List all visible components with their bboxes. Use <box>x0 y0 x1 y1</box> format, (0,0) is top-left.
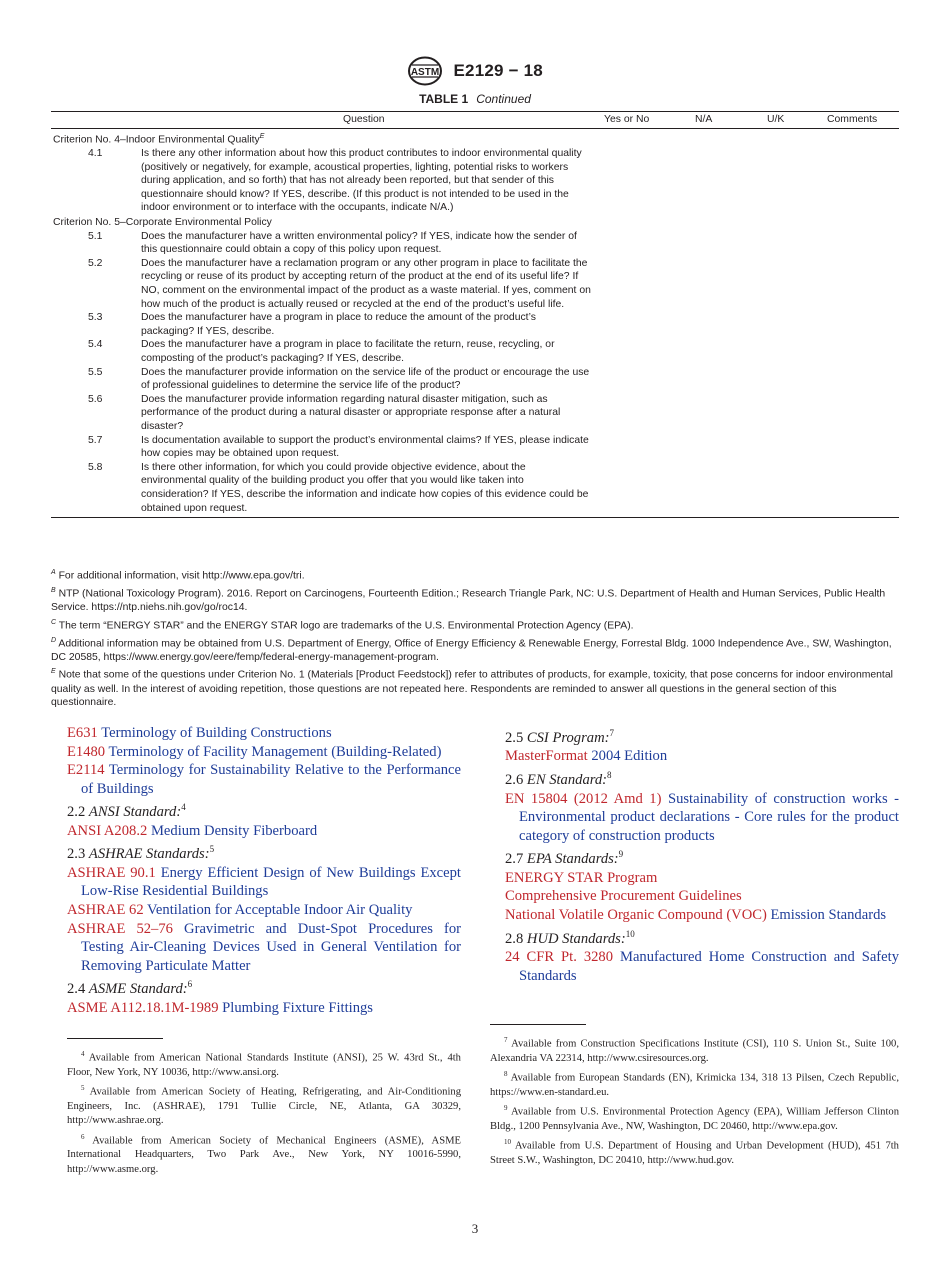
question-row <box>51 311 899 338</box>
ref-title[interactable]: Manufactured Home Construction and Safety Standards <box>519 948 899 984</box>
table-footnote <box>51 616 899 633</box>
section-name: HUD Standards: <box>526 930 626 947</box>
question-number: 4.1 <box>88 148 103 160</box>
question-text: Is documentation available to support the product’s environmental claims? If YES, please indicate how copies may be obtained upon request. <box>141 434 589 460</box>
footnote-ref: 5 <box>209 844 215 855</box>
section-name: EN Standard: <box>526 771 608 788</box>
question-number: 5.5 <box>88 366 103 378</box>
question-row <box>51 257 899 311</box>
footnote-text: Available from U.S. Department of Housing and Urban Development (HUD), 451 7th Street S.W., Washington, DC 20410, http://www.hud.gov. <box>490 1140 899 1167</box>
ref-title[interactable]: Sustainability of construction works - Environmental product declarations - Core rules for the product category of construction products <box>519 790 899 844</box>
footnote-text: Additional information may be obtained from U.S. Department of Energy, Office of Energy Efficiency & Renewable Energy, Forrestal Bldg. 1000 Independence Ave., SW, Washington, DC 20585, https://www.energy.gov/eere/femp/federal-energy-management-program. <box>51 638 892 663</box>
ref-title[interactable]: Emission Standards <box>770 906 887 923</box>
reference-entry <box>67 901 461 920</box>
section-heading <box>505 766 899 789</box>
document-id: E2129 − 18 <box>453 61 543 80</box>
question-text: Is there any other information about how this product contributes to indoor environmental quality (positively or negatively, for example, acoustical properties, lighting, potential risks to workers during application, and so forth) that has not already been reported, but that sender of this questionnaire should know? If YES, describe. (If this product is not intended to be used in the indoor environment or to interface with the occupants, indicate N/A.) <box>141 148 582 214</box>
footnote-divider-right <box>490 1024 586 1025</box>
section-number: 2.4 <box>67 981 86 998</box>
questionnaire-table <box>51 111 899 518</box>
section-number: 2.3 <box>67 846 86 863</box>
question-text: Does the manufacturer have a written environmental policy? If YES, indicate how the sender of this questionnaire could obtain a copy of this policy upon request. <box>141 230 577 256</box>
footnote <box>490 1033 899 1066</box>
col-header-na: N/A <box>695 114 713 125</box>
criterion-4-label: Criterion No. 4–Indoor Environmental Quality <box>53 134 260 146</box>
footnote-ref: 6 <box>187 979 193 990</box>
ref-code[interactable]: 24 CFR Pt. 3280 <box>505 948 614 965</box>
question-row <box>51 338 899 365</box>
reference-entry <box>505 906 899 925</box>
table-label: TABLE 1 <box>419 92 469 106</box>
footnote-mark: 9 <box>504 1104 508 1113</box>
footnote-ref: 8 <box>607 770 612 781</box>
question-row <box>51 393 899 434</box>
question-row <box>51 434 899 461</box>
footnote-text: Available from Construction Specifications Institute (CSI), 110 S. Union St., Suite 100, Alexandria VA 22314, http://www.csiresources.org. <box>490 1038 899 1064</box>
reference-entry <box>505 887 899 906</box>
reference-entry <box>67 864 461 901</box>
footnote-text: Available from European Standards (EN), Krimicka 134, 318 13 Pilsen, Czech Republic, https://www.en-standard.eu. <box>490 1072 899 1098</box>
ref-code[interactable]: EN 15804 (2012 Amd 1) <box>505 790 662 807</box>
footnote <box>67 1130 461 1177</box>
footnote-ref: 9 <box>618 849 624 860</box>
footnote <box>490 1101 899 1134</box>
section-name: ASME Standard: <box>88 981 188 998</box>
question-number: 5.2 <box>88 257 103 269</box>
question-row <box>51 147 899 215</box>
left-column <box>67 724 461 1017</box>
question-text: Does the manufacturer provide information on the service life of the product or encourage the use of professional guidelines to determine the service life of the product? <box>141 366 590 392</box>
footnote-ref: 4 <box>181 802 186 813</box>
reference-entry <box>67 920 461 976</box>
ref-code[interactable]: National Volatile Organic Compound (VOC) <box>505 906 767 923</box>
criterion-4-heading <box>51 130 899 147</box>
question-row <box>51 230 899 257</box>
question-number: 5.4 <box>88 339 103 351</box>
reference-entry <box>505 747 899 766</box>
reference-entry <box>505 790 899 846</box>
reference-entry <box>67 743 461 762</box>
question-number: 5.3 <box>88 312 103 324</box>
ref-title[interactable]: Medium Density Fiberboard <box>150 822 318 839</box>
svg-text:ASTM: ASTM <box>410 67 440 78</box>
question-number: 5.8 <box>88 461 103 473</box>
question-text: Is there other information, for which you could provide objective evidence, about the environmental quality of the building product you offer that you would like taken into consideration? If YES, describe the information and indicate how copies of this evidence could be obtained upon request. <box>141 461 589 514</box>
astm-logo-icon <box>407 56 443 86</box>
question-number: 5.7 <box>88 434 103 446</box>
footnote-mark: 6 <box>81 1132 85 1141</box>
footnote-text: For additional information, visit http://www.epa.gov/tri. <box>58 570 305 582</box>
footnote-ref: 10 <box>625 928 635 939</box>
ref-code[interactable]: ASHRAE 90.1 <box>67 864 156 881</box>
question-text: Does the manufacturer have a program in place to facilitate the return, reuse, recycling, or composting of the product’s packaging? If YES, describe. <box>141 339 555 364</box>
footnote-mark: 5 <box>81 1084 85 1093</box>
section-number: 2.2 <box>67 804 86 821</box>
footnote-mark: 4 <box>81 1050 85 1058</box>
footnote-text: Available from American Society of Heating, Refrigerating, and Air-Conditioning Engineers, Inc. (ASHRAE), 1791 Tullie Circle, NE, Atlanta, GA 30329, http://www.ashrae.org. <box>67 1086 461 1127</box>
ref-code[interactable]: E1480 <box>67 743 106 760</box>
section-heading <box>67 840 461 863</box>
reference-entry <box>505 869 899 888</box>
table-bottom-rule <box>51 517 899 518</box>
footnote-ref: 7 <box>609 728 614 738</box>
ref-code[interactable]: E631 <box>67 725 98 741</box>
table-continued: Continued <box>476 92 531 106</box>
footnotes-right <box>490 1033 899 1170</box>
col-header-yes-no: Yes or No <box>604 114 650 125</box>
footnote-mark: B <box>51 587 56 595</box>
section-name: EPA Standards: <box>526 851 619 868</box>
footnote-divider-left <box>67 1038 163 1039</box>
ref-title[interactable]: 2004 Edition <box>591 748 668 765</box>
table-footnote <box>51 566 899 583</box>
table-footnote <box>51 584 899 615</box>
reference-entry <box>67 761 461 798</box>
footnote-text: Available from American Society of Mechanical Engineers (ASME), ASME International Headquarters, Two Park Ave., New York, NY 10016-5990, http://www.asme.org. <box>67 1135 461 1175</box>
ref-title[interactable]: Terminology for Sustainability Relative to the Performance of Buildings <box>81 762 461 797</box>
col-header-uk: U/K <box>767 114 785 125</box>
page-header <box>0 56 950 86</box>
table-caption <box>0 92 950 106</box>
page-number: 3 <box>471 1221 479 1236</box>
footnote <box>490 1135 899 1168</box>
ref-code[interactable]: Comprehensive Procurement Guidelines <box>505 888 742 905</box>
section-heading <box>67 798 461 821</box>
ref-title[interactable]: Gravimetric and Dust-Spot Procedures for Testing Air-Cleaning Devices Used in General Ventilation for Removing Particulate Matter <box>81 920 462 974</box>
ref-title[interactable]: Terminology of Building Constructions <box>101 725 332 741</box>
footnote-text: Note that some of the questions under Criterion No. 1 (Materials [Product Feedstock]) refer to attributes of products, for example, toxicity, that pose concerns for indoor environmental quality as well. In the interest of avoiding repetition, those questions are not repeated here. Respondents are reminded to answer all questions in the general section of this questionnaire. <box>51 669 893 709</box>
question-text: Does the manufacturer have a program in place to reduce the amount of the product’s packaging? If YES, describe. <box>141 312 536 337</box>
footnote-mark: 10 <box>504 1138 511 1147</box>
question-text: Does the manufacturer have a reclamation program or any other program in place to facilitate the recycling or reuse of its product by accepting return of the product at the end of its useful life? If NO, comment on the environmental impact of the product as a waste material. If yes, comment on how much of the product is actually reused or recycled at the end of the product’s useful life. <box>141 257 591 310</box>
col-header-question: Question <box>343 114 385 125</box>
ref-title[interactable]: Energy Efficient Design of New Buildings Except Low-Rise Residential Buildings <box>81 864 461 900</box>
section-number: 2.7 <box>505 851 524 868</box>
question-row <box>51 366 899 393</box>
ref-title[interactable]: Terminology of Facility Management (Building-Related) <box>108 743 442 760</box>
right-column <box>505 724 899 985</box>
section-heading <box>505 724 899 747</box>
footnote <box>67 1047 461 1080</box>
ref-code[interactable]: ANSI A208.2 <box>67 822 148 839</box>
footnote-mark: D <box>51 636 57 644</box>
ref-code[interactable]: ASHRAE 62 <box>67 902 144 919</box>
footnote <box>67 1081 461 1128</box>
section-number: 2.5 <box>505 729 524 746</box>
section-heading <box>505 845 899 868</box>
criterion-5-heading: Criterion No. 5–Corporate Environmental Policy <box>53 217 272 229</box>
footnotes-left <box>67 1047 461 1178</box>
footnote-mark: 7 <box>504 1036 508 1044</box>
ref-code[interactable]: ASME A112.18.1M-1989 <box>67 999 219 1016</box>
footnote <box>490 1067 899 1100</box>
section-name: CSI Program: <box>526 729 610 746</box>
section-heading <box>505 925 899 948</box>
reference-entry <box>505 948 899 985</box>
question-number: 5.6 <box>88 393 103 405</box>
section-heading <box>67 975 461 998</box>
footnote-mark: E <box>51 668 56 676</box>
footnote-mark: 8 <box>504 1070 508 1079</box>
criterion-4-note: E <box>259 133 265 140</box>
table-footnotes <box>51 566 899 711</box>
reference-entry <box>67 822 461 841</box>
footnote-text: Available from U.S. Environmental Protection Agency (EPA), William Jefferson Clinton Bldg., 1200 Pennsylvania Ave., NW, Washington, DC 20460, http://www.epa.gov. <box>490 1106 899 1133</box>
table-header-row <box>51 111 899 129</box>
section-number: 2.6 <box>505 771 524 788</box>
ref-code[interactable]: MasterFormat <box>505 748 588 765</box>
col-header-comments: Comments <box>827 114 878 125</box>
reference-entry <box>67 999 461 1018</box>
ref-code[interactable]: ASHRAE 52–76 <box>67 920 173 937</box>
footnote-mark: A <box>51 569 56 576</box>
ref-title[interactable]: Ventilation for Acceptable Indoor Air Quality <box>147 902 413 919</box>
section-name: ASHRAE Standards: <box>88 846 210 863</box>
section-name: ANSI Standard: <box>88 804 182 821</box>
footnote-text: Available from American National Standards Institute (ANSI), 25 W. 43rd St., 4th Floor, New York, NY 10036, http://www.ansi.org. <box>67 1052 461 1078</box>
footnote-text: The term “ENERGY STAR” and the ENERGY STAR logo are trademarks of the U.S. Environmental Protection Agency (EPA). <box>58 620 634 632</box>
footnote-text: NTP (National Toxicology Program). 2016. Report on Carcinogens, Fourteenth Edition.; Research Triangle Park, NC: U.S. Department of Health and Human Services, Public Health Service. https://ntp.niehs.nih.gov/go/roc14. <box>51 588 886 614</box>
ref-title[interactable]: Plumbing Fixture Fittings <box>222 999 373 1016</box>
footnote-mark: C <box>51 618 57 626</box>
question-row <box>51 461 899 515</box>
section-number: 2.8 <box>505 930 524 947</box>
reference-entry <box>67 724 461 743</box>
table-footnote <box>51 634 899 665</box>
ref-code[interactable]: E2114 <box>67 762 105 779</box>
question-text: Does the manufacturer provide information regarding natural disaster mitigation, such as performance of the product during a natural disaster or appropriate response after a natural disaster? <box>141 393 561 432</box>
table-footnote <box>51 665 899 709</box>
ref-code[interactable]: ENERGY STAR Program <box>505 869 658 886</box>
question-number: 5.1 <box>88 230 103 242</box>
